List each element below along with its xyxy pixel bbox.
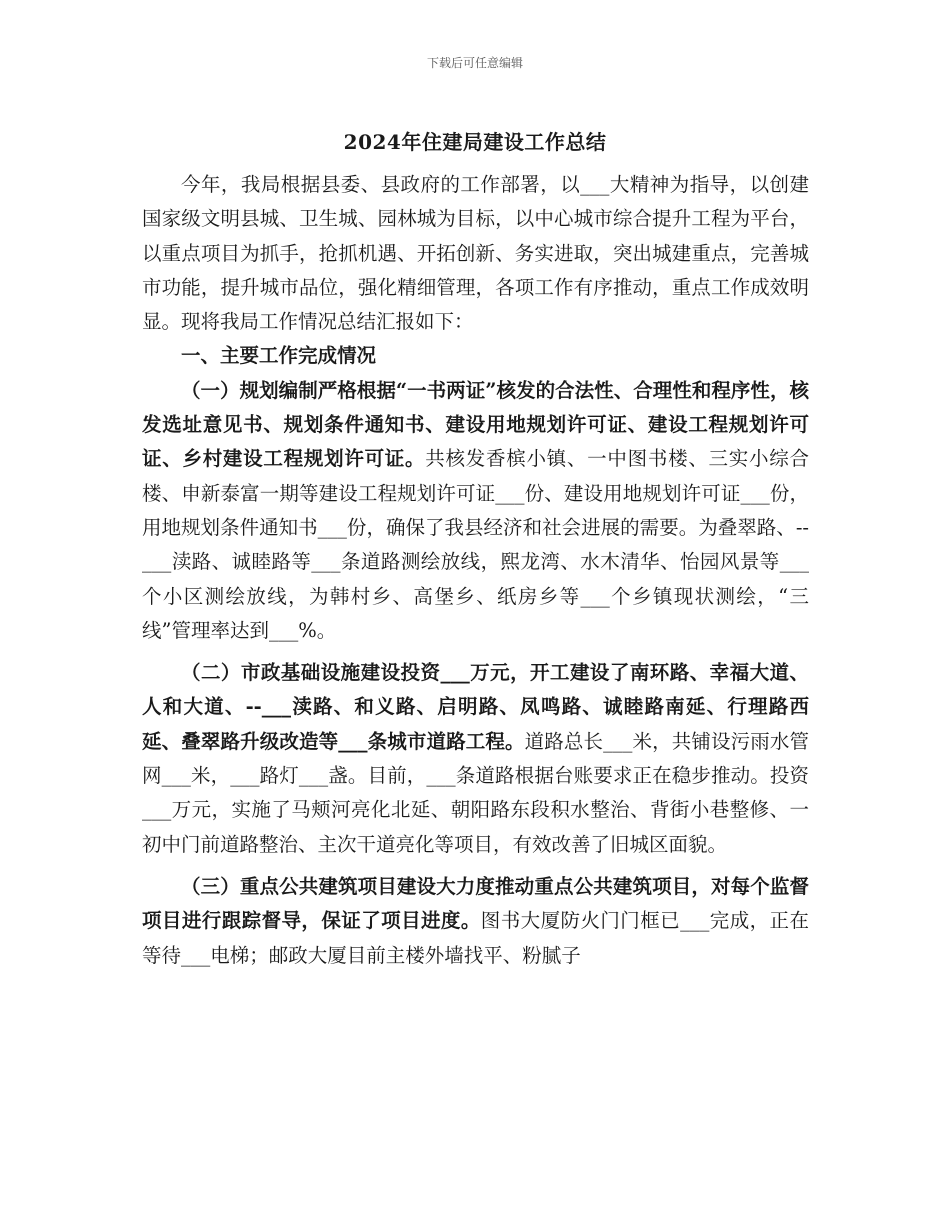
document-body xyxy=(142,168,809,973)
header-note: 下载后可任意编辑 xyxy=(426,56,523,70)
item-3-text: 图书大厦防火门门框已___完成，正在等待___电梯；邮政大厦目前主楼外墙找平、粉腻子 xyxy=(142,909,809,967)
page-title: 2024年住建局建设工作总结 xyxy=(343,130,607,154)
item-paragraph-2 xyxy=(142,656,809,862)
item-3-bold-lead: （三）重点公共建筑项目建设大力度推动重点公共建筑项目，对每个监督项目进行跟踪督导，保证了项目进度。 xyxy=(142,874,809,933)
item-2-bold-lead: （二）市政基础设施建设投资___万元，开工建设了南环路、幸福大道、人和大道、--___渎路、和义路、启明路、凤鸣路、诚睦路南延、行理路西延、叠翠路升级改造等___条城市道路工程。 xyxy=(142,661,809,753)
intro-paragraph: 今年，我局根据县委、县政府的工作部署，以___大精神为指导，以创建国家级文明县城、卫生城、园林城为目标，以中心城市综合提升工程为平台，以重点项目为抓手，抢抓机遇、开拓创新、务实进取，突出城建重点，完善城市功能，提升城市品位，强化精细管理，各项工作有序推动，重点工作成效明显。现将我局工作情况总结汇报如下： xyxy=(142,173,809,334)
section-heading-1: 一、主要工作完成情况 xyxy=(181,344,377,368)
item-paragraph-3 xyxy=(142,870,809,973)
item-1-bold-lead: （一）规划编制严格根据“一书两证”核发的合法性、合理性和程序性，核发选址意见书、规划条件通知书、建设用地规划许可证、建设工程规划许可证、乡村建设工程规划许可证。 xyxy=(142,378,809,471)
item-1-text: 共核发香槟小镇、一中图书楼、三实小综合楼、申新泰富一期等建设工程规划许可证___份、建设用地规划许可证___份，用地规划条件通知书___份，确保了我县经济和社会进展的需要。为叠翠路、--___渎路、诚睦路等___条道路测绘放线，熙龙湾、水木清华、怡园风景等___个小区测绘放线，为韩村乡、高堡乡、纸房乡等___个乡镇现状测绘，“三线”管理率达到___%。 xyxy=(142,447,809,642)
item-2-text: 道路总长___米，共铺设污雨水管网___米，___路灯___盏。目前，___条道路根据台账要求正在稳步推动。投资___万元，实施了马颊河亮化北延、朝阳路东段积水整治、背街小巷整修、一初中门前道路整治、主次干道亮化等项目，有效改善了旧城区面貌。 xyxy=(142,729,809,856)
item-paragraph-1 xyxy=(142,374,809,648)
